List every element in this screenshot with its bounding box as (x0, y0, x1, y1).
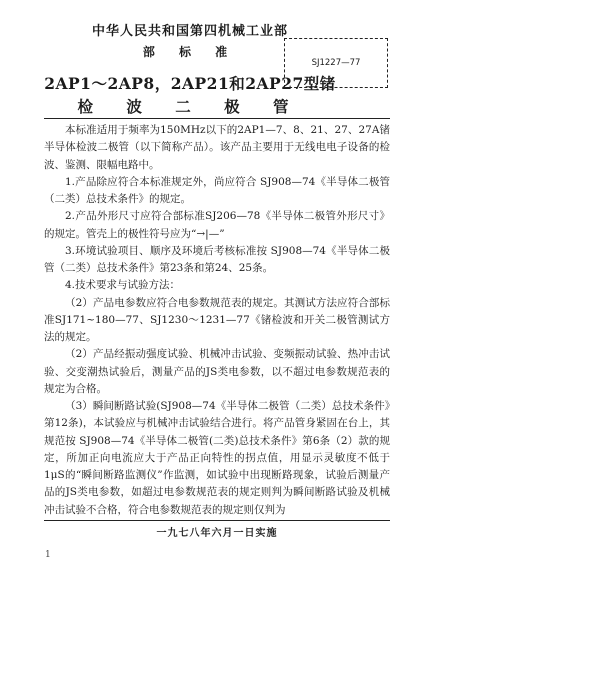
implementation-date: 一九七八年六月一日实施 (156, 528, 278, 539)
standard-code: SJ1227—77 (311, 58, 361, 68)
document-subtitle: 检 波 二 极 管 (77, 97, 303, 116)
clause-4-item-b: （2）产品经振动强度试验、机械冲击试验、变频振动试验、热冲击试验、交变潮热试验后，测量产品的JS类电参数，以不超过电参数规范表的规定为合格。 (44, 348, 390, 395)
document-title: 2AP1～2AP8，2AP21和2AP27型锗 (44, 74, 336, 93)
clause-3: 3.环境试验项目、顺序及环境后考核标准按 SJ908—74《半导体二极管（二类）总技术条件》第23条和第24、25条。 (44, 244, 390, 274)
clause-4-item-a: （2）产品电参数应符合电参数规范表的规定。其测试方法应符合部标准SJ171~180—77、SJ1230～1231—77《锗检波和开关二极管测试方法的规定。 (44, 296, 390, 343)
clause-2: 2.产品外形尺寸应符合部标准SJ206—78《半导体二极管外形尺寸》的规定。管壳上的极性符号应为“→|—” (44, 210, 390, 240)
standard-code-box (284, 38, 388, 88)
clause-4: 4.技术要求与试验方法： (65, 279, 181, 292)
issuing-organization: 中华人民共和国第四机械工业部 (91, 24, 288, 39)
intro-paragraph: 本标准适用于频率为150MHz以下的2AP1—7、8、21、27、27A锗半导体检波二极管（以下简称产品）。该产品主要用于无线电电子设备的检波、鉴测、限幅电路中。 (44, 124, 390, 171)
standard-type: 部 标 准 (142, 45, 238, 59)
page-mark: 1 (45, 550, 51, 560)
clause-4-item-c: （3）瞬间断路试验(SJ908—74《半导体二极管（二类）总技术条件》第12条)，本试验应与机械冲击试验结合进行。将产品管身紧固在台上，其规范按 SJ908—74《半导体二极管(二类)总技术条件》第6条（2）款的规定，所加正向电流应大于产品正向特性的拐点值，用显示灵敏度不低于1μS的“瞬间断路监测仪”作监测，如试验中出现断路现象，试验后测量产品的JS类电参数，如超过电参数规范表的规定则判为瞬间断路试验及机械冲击试验不合格，符合电参数规范表的规定则仅判为 (44, 400, 390, 516)
body-text (44, 122, 390, 519)
clause-1: 1.产品除应符合本标准规定外，尚应符合 SJ908—74《半导体二极管（二类）总技术条件》的规定。 (44, 175, 390, 205)
footer-divider (44, 520, 390, 521)
header-divider (44, 118, 390, 119)
